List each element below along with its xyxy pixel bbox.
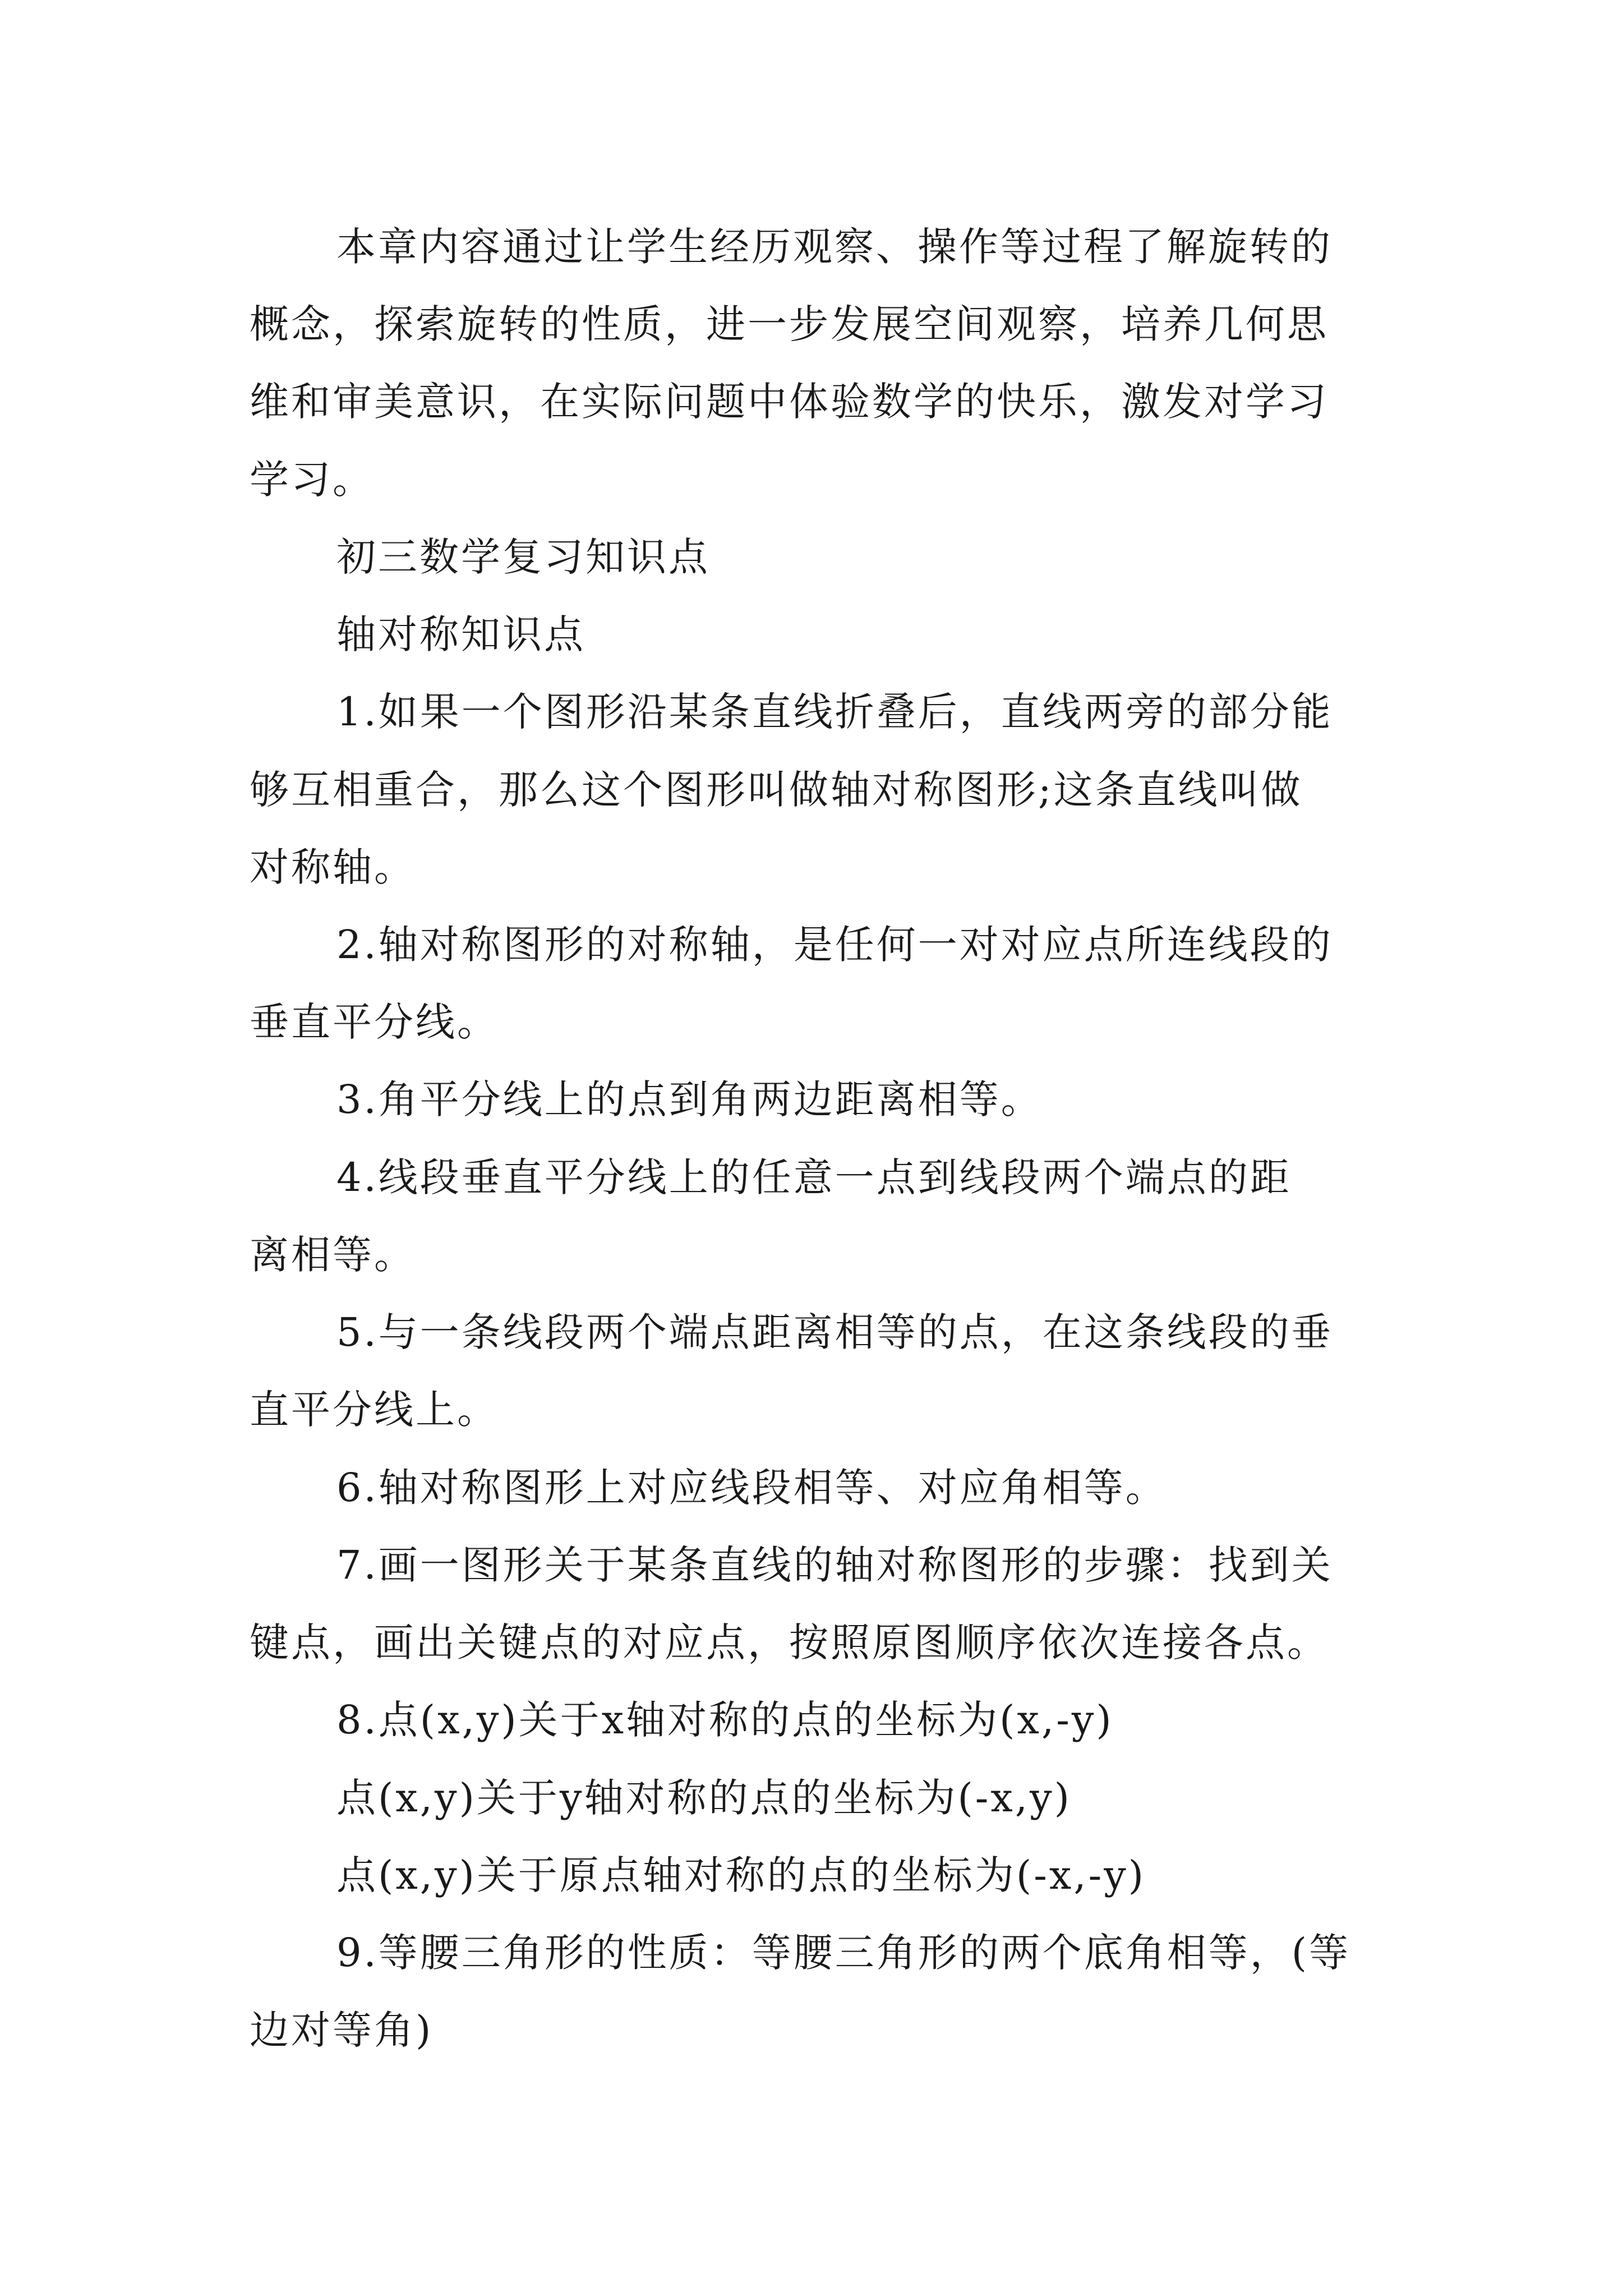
list-item-line: 9.等腰三角形的性质：等腰三角形的两个底角相等，(等 xyxy=(336,1930,1351,1976)
paragraph-line: 学习。 xyxy=(250,457,374,503)
list-item-line: 3.角平分线上的点到角两边距离相等。 xyxy=(336,1076,1043,1122)
paragraph-line: 本章内容通过让学生经历观察、操作等过程了解旋转的 xyxy=(336,224,1332,270)
list-item-line: 够互相重合，那么这个图形叫做轴对称图形;这条直线叫做 xyxy=(250,767,1303,813)
list-item-line: 点(x,y)关于y轴对称的点的坐标为(-x,y) xyxy=(336,1775,1072,1821)
paragraph-line: 维和审美意识，在实际问题中体验数学的快乐，激发对学习 xyxy=(250,379,1329,425)
paragraph-line: 概念，探索旋转的性质，进一步发展空间观察，培养几何思 xyxy=(250,301,1329,347)
list-item-line: 离相等。 xyxy=(250,1232,416,1278)
list-item-line: 对称轴。 xyxy=(250,844,416,890)
section-title: 初三数学复习知识点 xyxy=(336,534,710,580)
list-item-line: 点(x,y)关于原点轴对称的点的坐标为(-x,-y) xyxy=(336,1852,1146,1898)
list-item-line: 5.与一条线段两个端点距离相等的点，在这条线段的垂 xyxy=(336,1309,1333,1355)
subsection-title: 轴对称知识点 xyxy=(336,611,585,657)
list-item-line: 7.画一图形关于某条直线的轴对称图形的步骤：找到关 xyxy=(336,1542,1333,1588)
list-item-line: 1.如果一个图形沿某条直线折叠后，直线两旁的部分能 xyxy=(336,689,1333,735)
list-item-line: 2.轴对称图形的对称轴，是任何一对对应点所连线段的 xyxy=(336,922,1333,968)
list-item-line: 4.线段垂直平分线上的任意一点到线段两个端点的距 xyxy=(336,1154,1292,1200)
list-item-line: 8.点(x,y)关于x轴对称的点的坐标为(x,-y) xyxy=(336,1697,1114,1743)
list-item-line: 垂直平分线。 xyxy=(250,999,499,1045)
list-item-line: 键点，画出关键点的对应点，按照原图顺序依次连接各点。 xyxy=(250,1619,1329,1665)
list-item-line: 直平分线上。 xyxy=(250,1387,499,1433)
list-item-line: 边对等角) xyxy=(250,2007,434,2053)
list-item-line: 6.轴对称图形上对应线段相等、对应角相等。 xyxy=(336,1465,1167,1511)
